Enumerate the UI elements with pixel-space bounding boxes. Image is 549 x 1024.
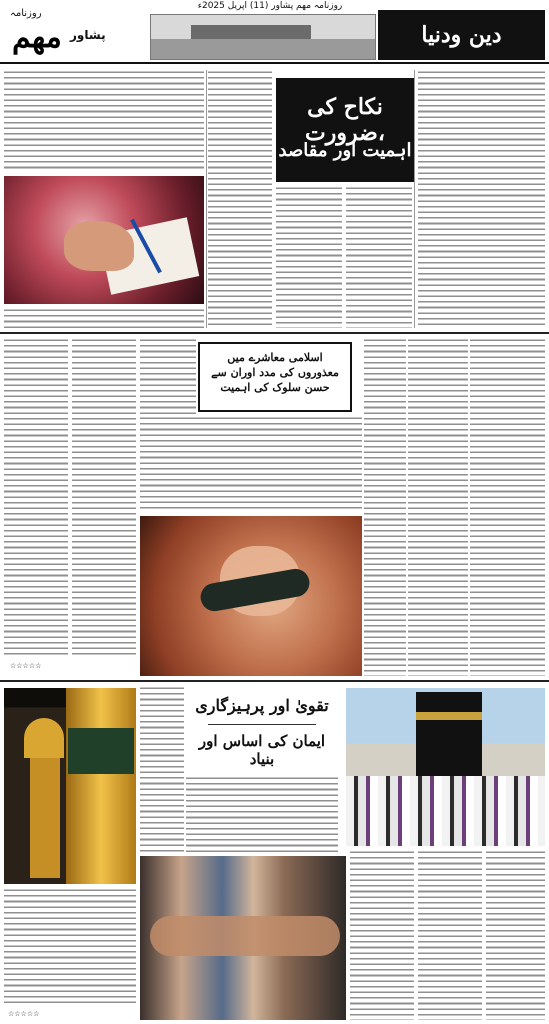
taqwa-text-col-3 <box>350 850 414 1020</box>
brand-small-label: روزنامہ <box>10 8 42 19</box>
taqwa-text-col-1 <box>486 850 545 1020</box>
end-stars: ☆☆☆☆☆ <box>10 662 42 670</box>
mazoor-text-col-1 <box>470 338 545 676</box>
mazoor-text-col-6 <box>72 338 136 658</box>
taqwa-text-col-6 <box>4 888 136 1006</box>
nikah-text-col-1 <box>418 70 545 328</box>
kaaba-photo <box>346 688 545 846</box>
elderly-hands-cane-photo <box>140 516 362 676</box>
mazoor-text-col-3 <box>364 338 406 676</box>
taqwa-text-col-4 <box>140 686 184 852</box>
taqwa-text-col-5 <box>186 776 338 852</box>
masthead <box>0 0 549 64</box>
nikah-headline-line-2: اہمیت اور مقاصد <box>278 140 412 161</box>
taqwa-headline-line-1: تقویٰ اور پرہیزگاری <box>195 696 329 715</box>
nikah-text-col-4 <box>208 70 272 328</box>
brand-name: مھم <box>12 20 62 55</box>
nikah-text-col-3 <box>276 186 342 328</box>
section-divider <box>0 332 549 334</box>
mazoor-text-col-7 <box>4 338 68 658</box>
end-stars-2: ☆☆☆☆☆ <box>8 1010 40 1018</box>
taqwa-text-col-2 <box>418 850 482 1020</box>
brand-city: پشاور <box>70 28 106 42</box>
nikah-text-col-6 <box>4 308 204 328</box>
nikah-headline-line-1: نکاح کی ضرورت، <box>305 94 385 146</box>
mazoor-headline <box>198 342 352 412</box>
mazoor-headline-line-2: معذوروں کی مدد اوران سے <box>211 366 339 379</box>
mazoor-headline-line-1: اسلامی معاشرے میں <box>227 351 323 364</box>
masthead-skyline-image <box>150 14 376 60</box>
taqwa-headline <box>186 690 338 772</box>
section-divider-2 <box>0 680 549 682</box>
mazoor-text-col-2 <box>408 338 468 676</box>
shrine-minaret-photo <box>4 688 136 884</box>
dateline: روزنامہ مھم پشاور (11) اپریل 2025ء <box>197 1 343 11</box>
nikah-text-col-2 <box>346 186 412 328</box>
nikah-text-col-5 <box>4 70 204 172</box>
mazoor-text-col-4 <box>140 416 362 512</box>
prayer-hands-photo <box>140 856 346 1020</box>
mazoor-headline-line-3: حسن سلوک کی اہمیت <box>220 381 330 394</box>
mazoor-text-col-5 <box>140 338 196 414</box>
wedding-signing-photo <box>4 176 204 304</box>
nikah-headline <box>276 78 414 182</box>
section-title: دین ودنیا <box>378 10 545 60</box>
taqwa-headline-line-2: ایمان کی اساس اور بنیاد <box>198 732 326 768</box>
newspaper-logo <box>4 6 106 60</box>
